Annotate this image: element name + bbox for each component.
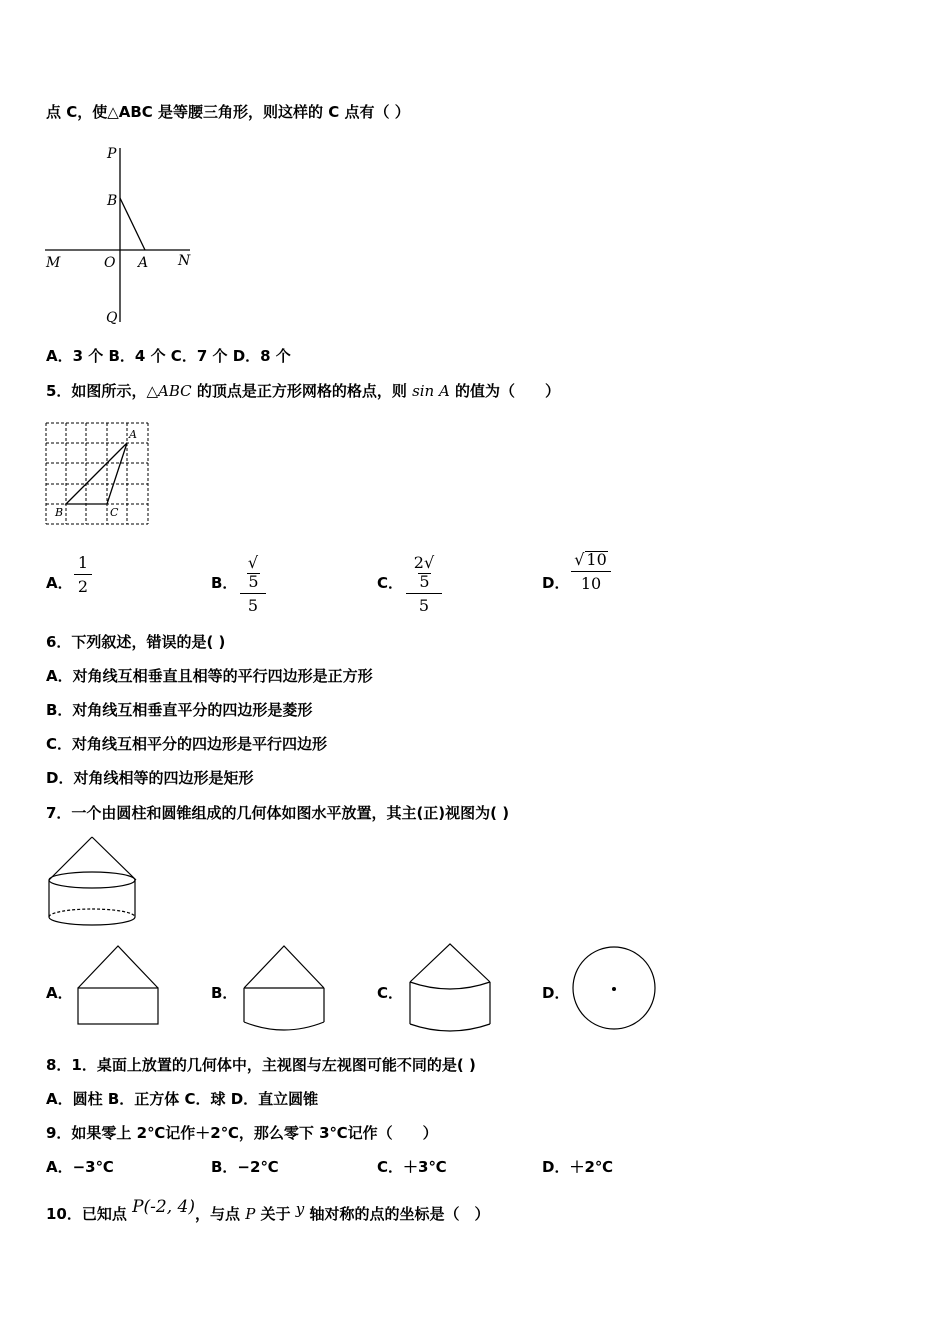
q5-option-c-radicand: 5 bbox=[419, 572, 430, 591]
q5-prefix: 5．如图所示， bbox=[46, 382, 147, 400]
q5-option-a-fraction bbox=[74, 553, 92, 596]
q5-suffix: 的值为（ ） bbox=[449, 382, 561, 400]
q9-option-d: D．＋2℃ bbox=[542, 1158, 614, 1176]
q5-option-c-den: 5 bbox=[418, 596, 430, 615]
q5-option-c-fraction bbox=[406, 553, 442, 615]
q4-label-o: O bbox=[104, 255, 116, 271]
q5-option-d-fraction bbox=[571, 550, 611, 593]
q4-label-m: M bbox=[46, 255, 61, 271]
q5-stem bbox=[46, 381, 560, 401]
q4-label-n: N bbox=[178, 253, 191, 269]
q9-option-c: C．＋3℃ bbox=[377, 1158, 447, 1176]
q5-option-a-letter: A． bbox=[46, 574, 73, 592]
q5-triangle: △ABC bbox=[146, 382, 192, 400]
q5-option-c-letter: C． bbox=[377, 574, 404, 592]
q5-option-a-den: 2 bbox=[77, 577, 89, 596]
q5-triangle-shape bbox=[66, 443, 127, 504]
q10-y: y bbox=[295, 1200, 305, 1218]
q6-option-b: B．对角线互相垂直平分的四边形是菱形 bbox=[46, 701, 313, 719]
q9-option-b: B．−2℃ bbox=[211, 1158, 279, 1176]
q4-segment-ba bbox=[120, 198, 145, 250]
q7-option-d-letter: D． bbox=[542, 984, 570, 1002]
q4-label-a: A bbox=[138, 255, 149, 271]
q5-option-c-num: 2√5 bbox=[406, 553, 442, 594]
q5-option-b-den: 5 bbox=[247, 596, 259, 615]
q4-label-b: B bbox=[107, 193, 118, 209]
q5-option-d-letter: D． bbox=[542, 574, 570, 592]
q5-option-d-num: √ 10 bbox=[571, 550, 611, 572]
q7-stem: 7．一个由圆柱和圆锥组成的几何体如图水平放置，其主(正)视图为( ) bbox=[46, 804, 510, 822]
q5-option-b-fraction bbox=[240, 553, 266, 615]
q10-stem bbox=[46, 1197, 490, 1224]
q4-label-p: P bbox=[107, 146, 117, 162]
q5-option-a-num: 1 bbox=[74, 553, 92, 575]
q10-mid2: 关于 bbox=[255, 1205, 296, 1223]
q5-sin: sin A bbox=[412, 382, 450, 400]
q7-option-a-letter: A． bbox=[46, 984, 73, 1002]
q5-grid-figure bbox=[44, 421, 152, 529]
q5-option-d-radicand: 10 bbox=[586, 550, 607, 569]
q7-option-b-figure bbox=[240, 942, 330, 1036]
q8-stem: 8．1．桌面上放置的几何体中，主视图与左视图可能不同的是( ) bbox=[46, 1056, 476, 1074]
q5-label-a: A bbox=[129, 428, 137, 441]
q5-label-b: B bbox=[55, 506, 64, 519]
q7-solid-figure bbox=[44, 832, 144, 932]
q5-option-b-num: √5 bbox=[240, 553, 266, 594]
q10-suffix: 轴对称的点的坐标是（ ） bbox=[304, 1205, 490, 1223]
q5-label-c: C bbox=[110, 506, 119, 519]
q10-mid1: ，与点 bbox=[195, 1205, 246, 1223]
q5-option-d-den: 10 bbox=[580, 574, 602, 593]
q7-option-c-letter: C． bbox=[377, 984, 404, 1002]
q7-option-d-figure bbox=[570, 944, 660, 1034]
q10-prefix: 10．已知点 bbox=[46, 1205, 133, 1223]
q6-option-a: A．对角线互相垂直且相等的平行四边形是正方形 bbox=[46, 667, 373, 685]
q7-option-b-letter: B． bbox=[211, 984, 238, 1002]
q10-p: P bbox=[245, 1205, 256, 1223]
q6-stem: 6．下列叙述，错误的是( ) bbox=[46, 633, 226, 651]
q5-middle: 的顶点是正方形网格的格点，则 bbox=[191, 382, 413, 400]
q10-point: P(-2, 4) bbox=[132, 1197, 195, 1217]
q5-option-b-radicand: 5 bbox=[248, 572, 259, 591]
q8-options: A．圆柱 B．正方体 C．球 D．直立圆锥 bbox=[46, 1090, 319, 1108]
q5-option-c-coef: 2 bbox=[413, 553, 424, 572]
q4-stem: 点 C，使△ABC 是等腰三角形，则这样的 C 点有（ ） bbox=[46, 103, 410, 121]
q4-figure bbox=[40, 140, 200, 330]
q6-option-c: C．对角线互相平分的四边形是平行四边形 bbox=[46, 735, 328, 753]
q4-options: A．3 个 B．4 个 C．7 个 D．8 个 bbox=[46, 347, 291, 365]
q5-option-b-letter: B． bbox=[211, 574, 238, 592]
q6-option-d: D．对角线相等的四边形是矩形 bbox=[46, 769, 254, 787]
q7-option-a-figure bbox=[74, 942, 164, 1028]
q9-option-a: A．−3℃ bbox=[46, 1158, 114, 1176]
q9-stem: 9．如果零上 2℃记作＋2℃，那么零下 3℃记作（ ） bbox=[46, 1124, 438, 1142]
q7-option-c-figure bbox=[406, 942, 496, 1036]
q4-label-q: Q bbox=[106, 310, 118, 326]
